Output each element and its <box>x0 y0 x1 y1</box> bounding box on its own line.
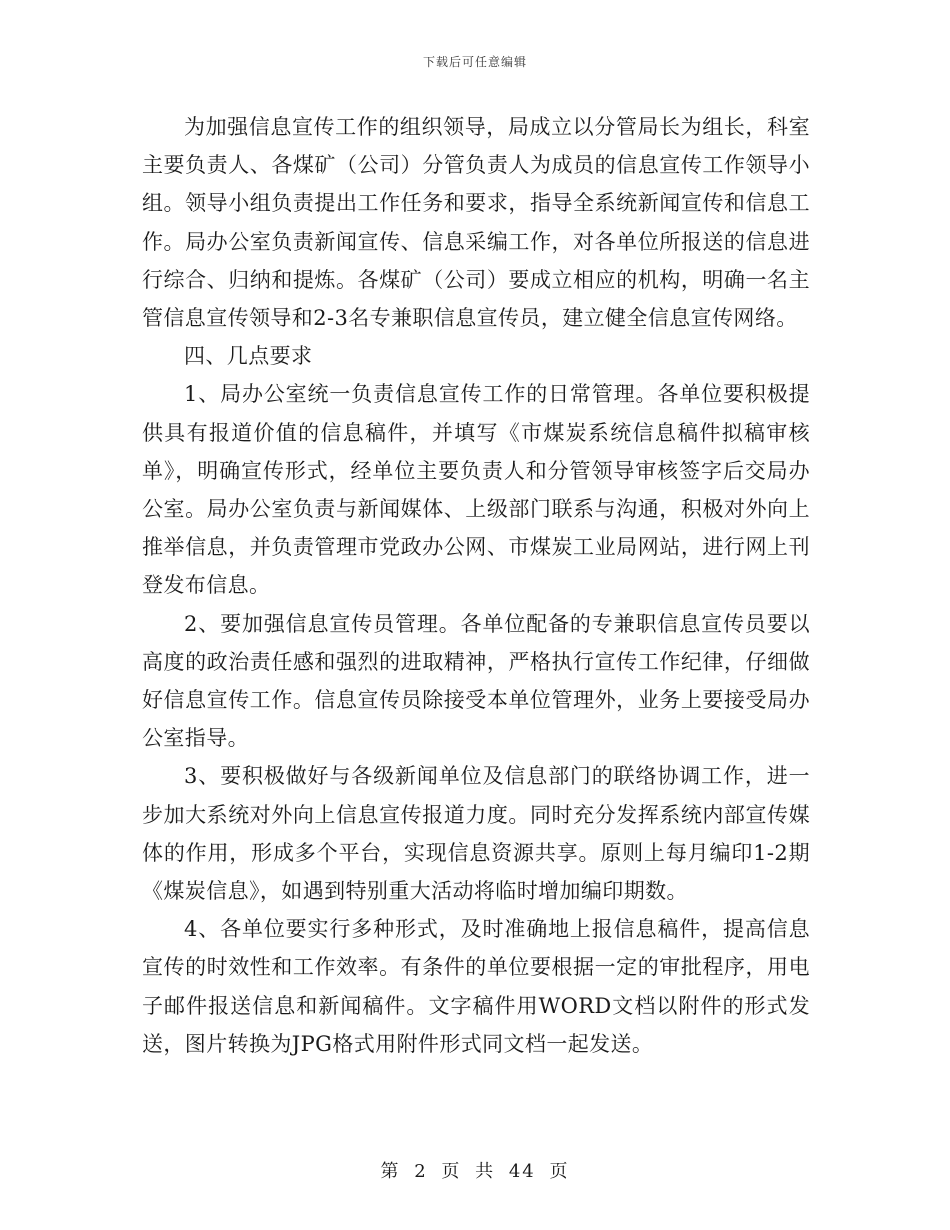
paragraph-leadership-group: 为加强信息宣传工作的组织领导，局成立以分管局长为组长，科室主要负责人、各煤矿（公司）分管负责人为成员的信息宣传工作领导小组。领导小组负责提出工作任务和要求，指导全系统新闻宣传和信息工作。局办公室负责新闻宣传、信息采编工作，对各单位所报送的信息进行综合、归纳和提炼。各煤矿（公司）要成立相应的机构，明确一名主管信息宣传领导和2-3名专兼职信息宣传员，建立健全信息宣传网络。 <box>142 115 810 331</box>
document-body <box>142 108 810 1063</box>
paragraph-requirement-3: 3、要积极做好与各级新闻单位及信息部门的联络协调工作，进一步加大系统对外向上信息宣传报道力度。同时充分发挥系统内部宣传媒体的作用，形成多个平台，实现信息资源共享。原则上每月编印1-2期《煤炭信息》，如遇到特别重大活动将临时增加编印期数。 <box>142 764 810 904</box>
section-heading-requirements: 四、几点要求 <box>184 344 313 369</box>
page-number: 第 2 页 共 44 页 <box>380 1161 570 1182</box>
paragraph-requirement-1: 1、局办公室统一负责信息宣传工作的日常管理。各单位要积极提供具有报道价值的信息稿件，并填写《市煤炭系统信息稿件拟稿审核单》，明确宣传形式，经单位主要负责人和分管领导审核签字后交局办公室。局办公室负责与新闻媒体、上级部门联系与沟通，积极对外向上推举信息，并负责管理市党政办公网、市煤炭工业局网站，进行网上刊登发布信息。 <box>142 382 810 598</box>
page-header-note: 下载后可任意编辑 <box>422 55 527 69</box>
paragraph-requirement-2: 2、要加强信息宣传员管理。各单位配备的专兼职信息宣传员要以高度的政治责任感和强烈的进取精神，严格执行宣传工作纪律，仔细做好信息宣传工作。信息宣传员除接受本单位管理外，业务上要接受局办公室指导。 <box>142 611 810 751</box>
paragraph-requirement-4: 4、各单位要实行多种形式，及时准确地上报信息稿件，提高信息宣传的时效性和工作效率。有条件的单位要根据一定的审批程序，用电子邮件报送信息和新闻稿件。文字稿件用WORD文档以附件的形式发送，图片转换为JPG格式用附件形式同文档一起发送。 <box>142 917 810 1056</box>
